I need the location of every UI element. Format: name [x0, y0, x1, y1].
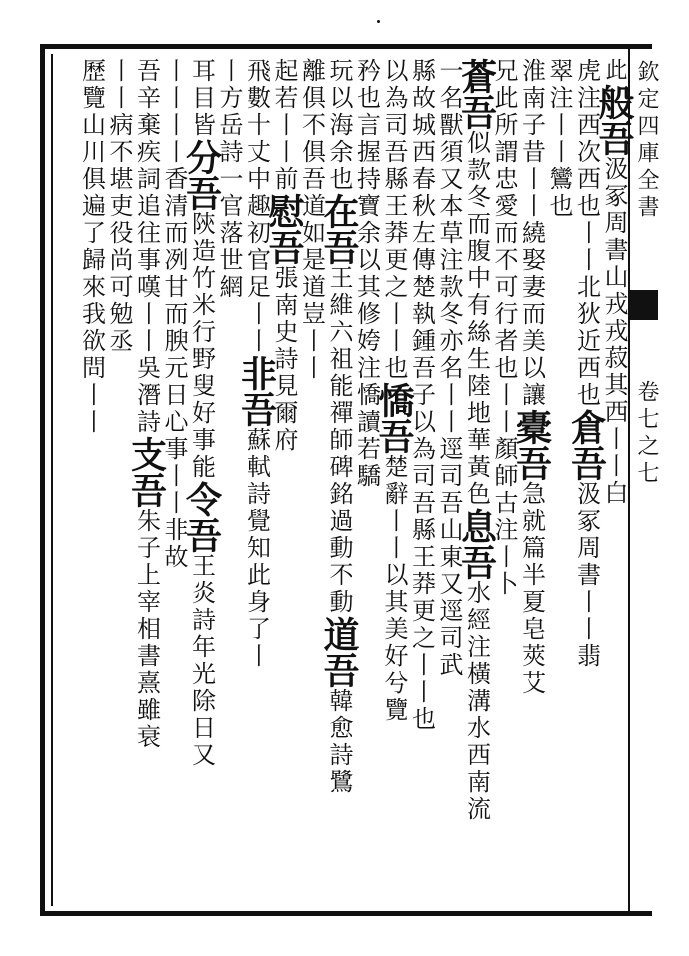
- column-text: 急就篇半夏皂莢艾: [517, 481, 546, 697]
- column-text: 兄此所謂忠愛而不可行者也: [490, 58, 518, 382]
- headword: 蒼: [455, 58, 498, 94]
- margin-volume: 卷七之七: [634, 380, 659, 488]
- column-text: 吾辛棄疾詞追往事嘆丨丨吳潛詩: [132, 58, 161, 436]
- text-column: [66, 58, 106, 436]
- column-text: 韓愈詩鷺: [325, 688, 353, 796]
- column-text: 楚辭丨丨以其美好兮覽: [380, 454, 408, 724]
- column-text: 離俱不俱吾道如是道豈丨丨: [297, 58, 326, 382]
- column-text: 逕司吾山東又逕司武: [435, 436, 463, 679]
- column-text: 飛數十丈: [242, 58, 271, 166]
- column-text: 縣故城西春秋左傳楚執鍾吾子: [407, 58, 436, 409]
- column-text: 以為司吾縣王莽更之丨丨也: [407, 409, 436, 733]
- column-text: 陝造竹米行野叟好事能: [187, 211, 216, 481]
- column-text: 矜也言握持寶: [352, 58, 381, 220]
- column-text: 起若丨丨前: [270, 58, 298, 193]
- column-text: 元日心事丨丨非故: [160, 355, 188, 571]
- column-text: 淮南子昔丨丨繞娶妻而美以讓: [517, 58, 546, 409]
- column-text: 耳目皆: [187, 58, 216, 139]
- headword: 在吾: [318, 193, 360, 265]
- column-text: 一名獸須又本草注款冬亦名丨丨: [435, 58, 463, 436]
- margin-title: 欽定四庫全書: [634, 60, 659, 222]
- headword: 道吾: [318, 616, 360, 688]
- column-text: 汲冢周書山戎戎菽其西丨丨白: [600, 156, 628, 507]
- column-text: 虎注西次西也丨丨北狄近西也: [572, 58, 601, 409]
- column-text: 蘇軾詩覺知此身了丨: [242, 427, 271, 670]
- column-text: 王維六祖能禪師碑銘過動不動: [325, 265, 353, 616]
- left-inner-rule: [51, 54, 53, 906]
- column-text: 水經注橫溝水西南流: [462, 580, 491, 823]
- headword: 支吾: [125, 436, 168, 508]
- headword: 息吾: [455, 508, 498, 580]
- column-text: 丨丨香清而冽甘而腴: [160, 112, 188, 355]
- column-text: 朱子上宰相書熹雖衰: [132, 508, 161, 751]
- column-text: 歷覽山川俱遍了歸來我欲問丨丨: [77, 58, 106, 436]
- headword: 非吾: [235, 355, 278, 427]
- margin-rule: [628, 44, 630, 916]
- column-text: 丨方岳詩一官落世網: [215, 58, 243, 301]
- column-text: 以為司吾縣王莽更之丨丨也: [380, 58, 408, 382]
- column-text: 玩以海余也: [325, 58, 353, 193]
- small-text: 此: [602, 58, 627, 84]
- headword: 吾: [455, 94, 498, 130]
- column-text: 病不堪吏役尚可勉丞: [105, 112, 133, 355]
- column-text: 丨丨: [160, 58, 188, 112]
- top-dot: [377, 20, 380, 23]
- column-text: 丨丨: [105, 58, 133, 112]
- headword: 橐吾: [510, 409, 553, 481]
- column-text: 汲冢周書丨丨翡: [572, 481, 601, 670]
- headword: 吾: [593, 120, 635, 156]
- column-text: 丨丨顏師古注丨卜: [490, 382, 518, 598]
- headword: 憍吾: [373, 382, 415, 454]
- headword: 倉吾: [565, 409, 608, 481]
- headword: 分吾: [180, 139, 223, 211]
- column-text: 中趣初官足丨丨: [242, 166, 271, 355]
- column-text: 似款冬而腹中有絲生陸地華黃色: [462, 130, 491, 508]
- headword: 慰吾: [263, 193, 305, 265]
- column-text: 余以其修姱注憍讀若驕: [352, 220, 381, 490]
- column-text: 張南史詩見爾府: [270, 265, 298, 454]
- column-text: 翠注丨丨鸞也: [545, 58, 573, 220]
- fishtail-mark: [628, 290, 658, 320]
- headword: 般: [593, 84, 635, 120]
- column-text: 王炎詩年光除日又: [187, 553, 216, 769]
- headword: 令吾: [180, 481, 223, 553]
